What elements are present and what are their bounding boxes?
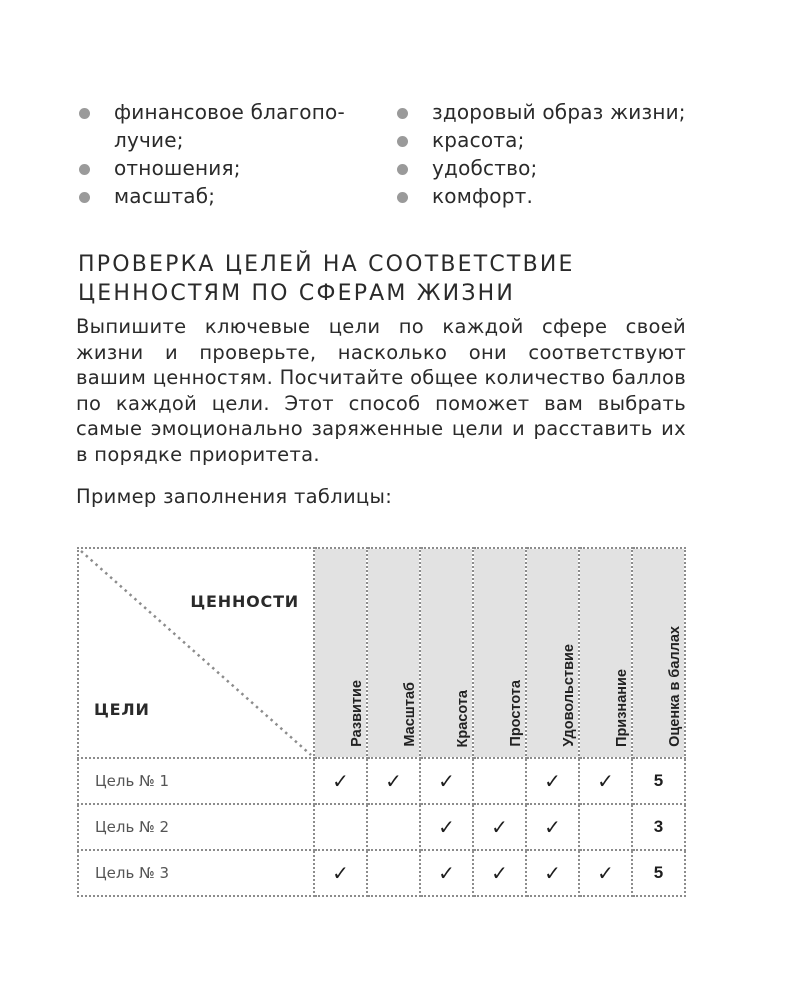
check-cell: ✓: [473, 804, 526, 850]
check-cell: ✓: [367, 758, 420, 804]
section-paragraph: Выпишите ключевые цели по каждой сфере своей жизни и проверьте, насколько они соответствуют вашим ценностям. Посчитайте общее количество баллов по каждой цели. Этот способ поможет вам выбрать самые эмоционально заряженные цели и расставить их в порядке приоритета.: [76, 315, 686, 466]
check-cell: ✓: [420, 850, 473, 896]
column-header: [526, 548, 579, 758]
check-cell: ✓: [579, 850, 632, 896]
check-cell: ✓: [314, 758, 367, 804]
row-label: Цель № 1: [78, 758, 314, 804]
check-cell: [314, 804, 367, 850]
check-cell: ✓: [420, 804, 473, 850]
column-header-label: Простота: [507, 680, 524, 747]
list-item: отношения;: [78, 154, 378, 182]
section-heading-line1: ПРОВЕРКА ЦЕЛЕЙ НА СООТВЕТСТВИЕ: [78, 252, 575, 277]
column-header: [473, 548, 526, 758]
row-label: Цель № 2: [78, 804, 314, 850]
check-cell: ✓: [526, 758, 579, 804]
column-header-label: Удовольствие: [560, 644, 577, 747]
score-cell: 3: [632, 804, 685, 850]
corner-values-label: ЦЕННОСТИ: [190, 592, 299, 611]
list-item: комфорт.: [396, 182, 726, 210]
table-corner: [78, 548, 314, 758]
column-header: [632, 548, 685, 758]
column-header-label: Оценка в баллах: [666, 626, 683, 747]
column-header-label: Масштаб: [401, 682, 418, 747]
check-cell: [367, 804, 420, 850]
score-cell: 5: [632, 850, 685, 896]
check-cell: ✓: [526, 804, 579, 850]
list-item: красота;: [396, 126, 726, 154]
section-heading: [78, 250, 718, 308]
bullet-column-left: [78, 98, 378, 210]
column-header-label: Признание: [613, 669, 630, 747]
check-cell: ✓: [314, 850, 367, 896]
column-header: [314, 548, 367, 758]
list-item: [78, 98, 378, 154]
table-row: [78, 758, 685, 804]
table-row: [78, 850, 685, 896]
column-header: [579, 548, 632, 758]
corner-goals-label: ЦЕЛИ: [94, 700, 150, 719]
list-item-line2: лучие;: [114, 128, 184, 152]
goals-values-table: [77, 547, 686, 897]
column-header: [420, 548, 473, 758]
column-header-label: Развитие: [348, 680, 365, 747]
table-row: [78, 804, 685, 850]
table-header-row: [78, 548, 685, 758]
check-cell: ✓: [579, 758, 632, 804]
check-cell: ✓: [473, 850, 526, 896]
bullet-column-right: [396, 98, 726, 210]
list-item: здоровый образ жизни;: [396, 98, 726, 126]
example-label: Пример заполнения таблицы:: [76, 485, 393, 508]
list-item: удобство;: [396, 154, 726, 182]
check-cell: [473, 758, 526, 804]
score-cell: 5: [632, 758, 685, 804]
list-item: масштаб;: [78, 182, 378, 210]
list-item-line1: финансовое благопо-: [114, 100, 345, 124]
check-cell: [367, 850, 420, 896]
column-header-label: Красота: [454, 689, 471, 747]
corner-diagonal: [79, 549, 313, 757]
column-header: [367, 548, 420, 758]
check-cell: [579, 804, 632, 850]
section-heading-line2: ЦЕННОСТЯМ ПО СФЕРАМ ЖИЗНИ: [78, 281, 516, 306]
check-cell: ✓: [420, 758, 473, 804]
check-cell: ✓: [526, 850, 579, 896]
row-label: Цель № 3: [78, 850, 314, 896]
